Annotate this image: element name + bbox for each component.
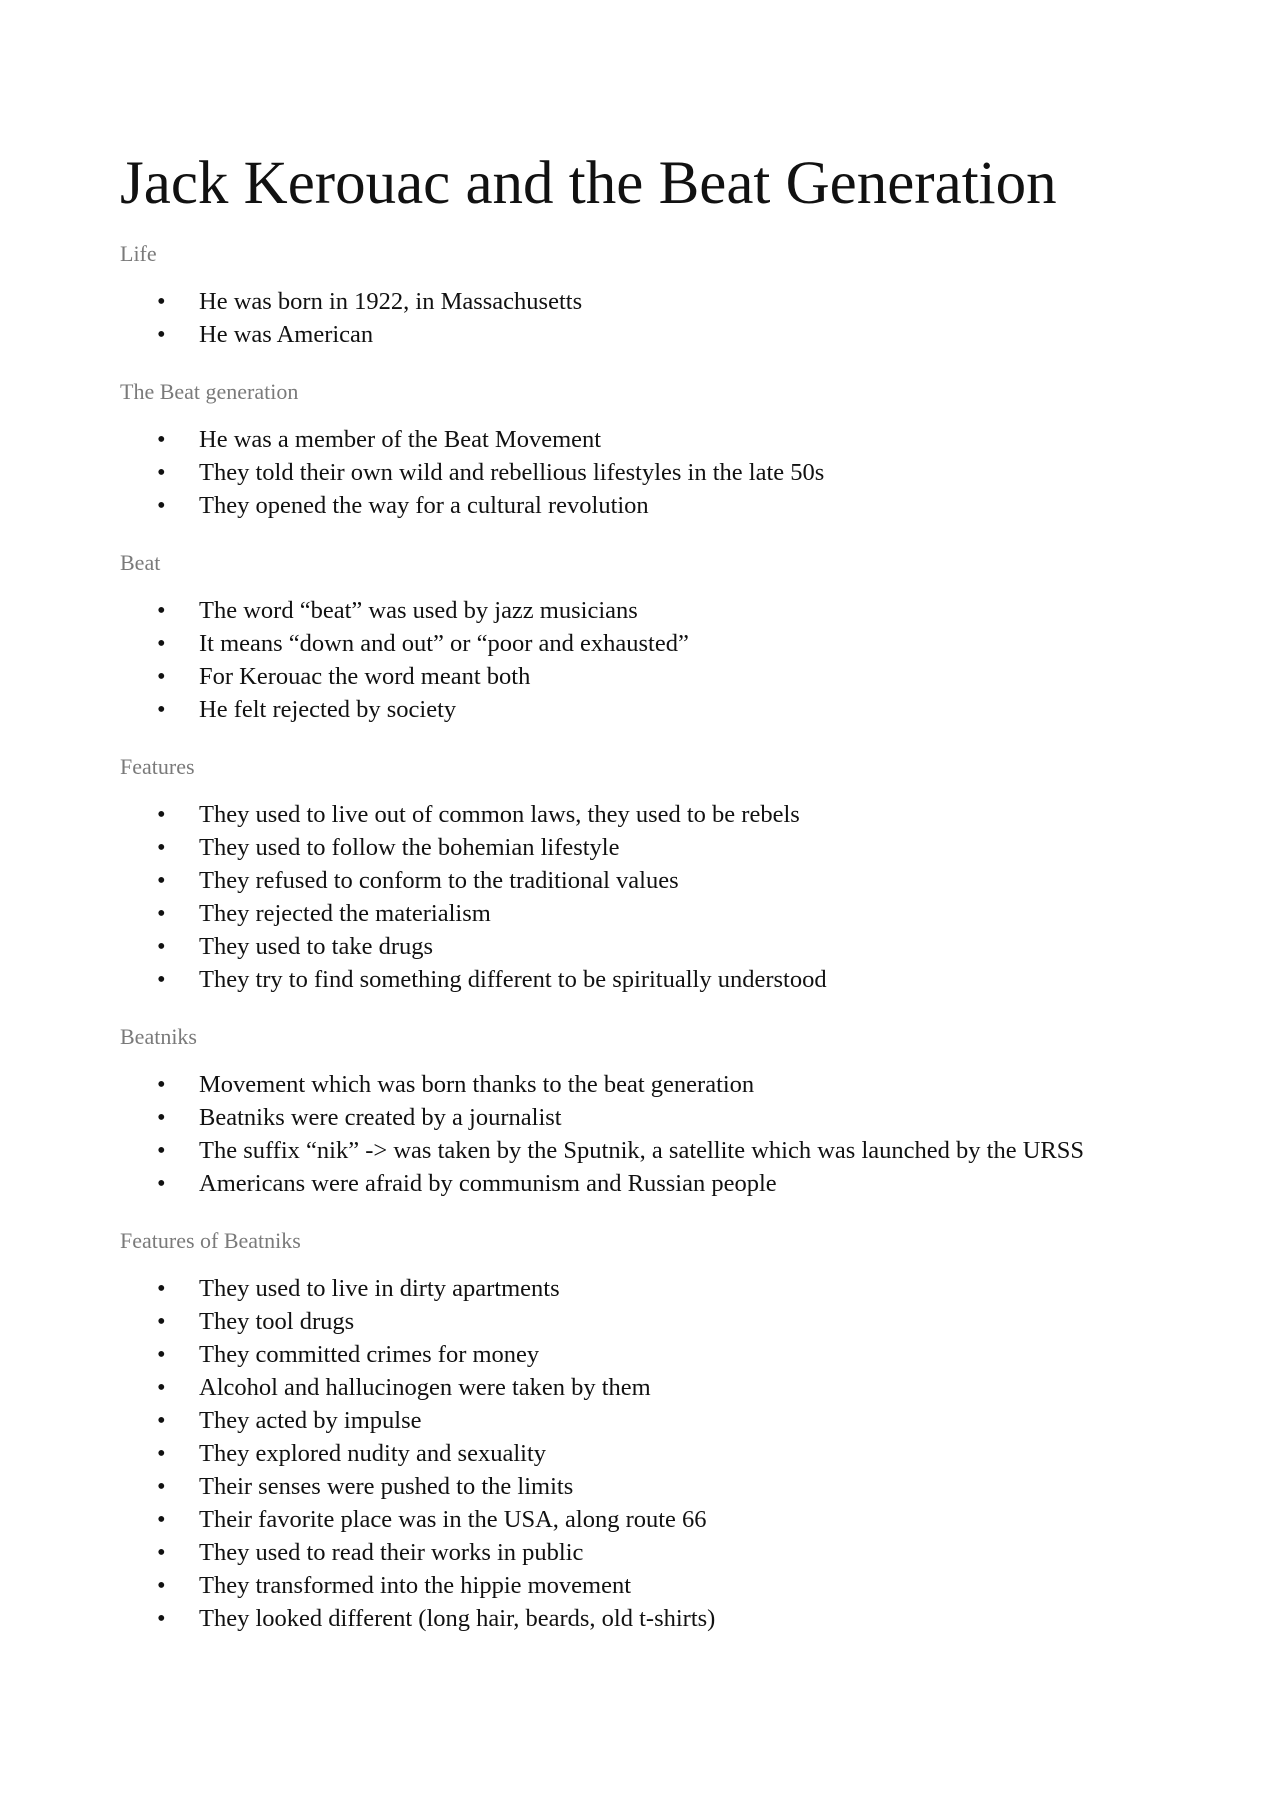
section-heading: The Beat generation xyxy=(120,379,299,404)
list-item xyxy=(120,897,1180,930)
bullet-icon: • xyxy=(157,288,166,315)
bullet-icon: • xyxy=(157,1440,166,1467)
list-item xyxy=(120,1602,1180,1635)
bullet-icon: • xyxy=(157,1137,166,1164)
bullet-icon: • xyxy=(157,801,166,828)
list-item xyxy=(120,489,1180,522)
bullet-icon: • xyxy=(157,933,166,960)
list-item xyxy=(120,1404,1180,1437)
document-body xyxy=(120,148,1180,1662)
bullet-list xyxy=(120,423,1180,522)
list-item xyxy=(120,1569,1180,1602)
bullet-icon: • xyxy=(157,1374,166,1401)
bullet-icon: • xyxy=(157,900,166,927)
list-item xyxy=(120,930,1180,963)
list-item-text: They committed crimes for money xyxy=(199,1341,540,1368)
bullet-icon: • xyxy=(157,1071,166,1098)
list-item xyxy=(120,1338,1180,1371)
section-heading: Beat xyxy=(120,550,161,575)
section-heading: Features xyxy=(120,754,195,779)
list-item-text: For Kerouac the word meant both xyxy=(199,663,531,690)
list-item-text: They refused to conform to the traditional values xyxy=(199,867,679,894)
bullet-icon: • xyxy=(157,1104,166,1131)
bullet-icon: • xyxy=(157,459,166,486)
list-item-text: Beatniks were created by a journalist xyxy=(199,1104,562,1131)
list-item-text: They acted by impulse xyxy=(199,1407,422,1434)
list-item xyxy=(120,285,1180,318)
section-heading: Life xyxy=(120,241,157,266)
list-item-text: He felt rejected by society xyxy=(199,696,457,723)
list-item-text: The word “beat” was used by jazz musicians xyxy=(199,597,638,624)
list-item-text: He was American xyxy=(199,321,374,348)
sections-container xyxy=(120,240,1180,1635)
list-item-text: They looked different (long hair, beards, old t-shirts) xyxy=(199,1605,716,1632)
bullet-list xyxy=(120,1272,1180,1635)
list-item xyxy=(120,831,1180,864)
list-item xyxy=(120,1272,1180,1305)
document-title: Jack Kerouac and the Beat Generation xyxy=(120,150,1057,217)
list-item-text: They transformed into the hippie movement xyxy=(199,1572,632,1599)
list-item-text: He was a member of the Beat Movement xyxy=(199,426,602,453)
bullet-icon: • xyxy=(157,597,166,624)
list-item-text: Alcohol and hallucinogen were taken by them xyxy=(199,1374,651,1401)
section xyxy=(120,378,1180,522)
list-item-text: They explored nudity and sexuality xyxy=(199,1440,546,1467)
list-item-text: Americans were afraid by communism and Russian people xyxy=(199,1170,777,1197)
section xyxy=(120,753,1180,996)
bullet-icon: • xyxy=(157,966,166,993)
list-item xyxy=(120,1503,1180,1536)
bullet-icon: • xyxy=(157,867,166,894)
bullet-list xyxy=(120,798,1180,996)
list-item-text: They used to read their works in public xyxy=(199,1539,584,1566)
list-item xyxy=(120,594,1180,627)
list-item-text: Their favorite place was in the USA, along route 66 xyxy=(199,1506,707,1533)
list-item xyxy=(120,1167,1180,1200)
list-item xyxy=(120,660,1180,693)
section-heading: Features of Beatniks xyxy=(120,1228,301,1253)
list-item xyxy=(120,864,1180,897)
bullet-icon: • xyxy=(157,1473,166,1500)
list-item xyxy=(120,1536,1180,1569)
bullet-icon: • xyxy=(157,1341,166,1368)
list-item xyxy=(120,456,1180,489)
bullet-list xyxy=(120,594,1180,726)
list-item-text: They used to live out of common laws, they used to be rebels xyxy=(199,801,800,828)
list-item-text: They try to find something different to be spiritually understood xyxy=(199,966,827,993)
bullet-icon: • xyxy=(157,321,166,348)
list-item-text: It means “down and out” or “poor and exhausted” xyxy=(199,630,689,657)
list-item-text: They rejected the materialism xyxy=(199,900,491,927)
list-item xyxy=(120,798,1180,831)
section xyxy=(120,549,1180,726)
section-heading: Beatniks xyxy=(120,1024,197,1049)
list-item xyxy=(120,1068,1180,1101)
bullet-icon: • xyxy=(157,834,166,861)
list-item-text: They used to take drugs xyxy=(199,933,434,960)
bullet-icon: • xyxy=(157,663,166,690)
bullet-icon: • xyxy=(157,630,166,657)
bullet-icon: • xyxy=(157,492,166,519)
list-item xyxy=(120,1371,1180,1404)
list-item xyxy=(120,318,1180,351)
list-item-text: They opened the way for a cultural revolution xyxy=(199,492,649,519)
list-item xyxy=(120,1134,1180,1167)
bullet-icon: • xyxy=(157,1539,166,1566)
list-item-text: Movement which was born thanks to the beat generation xyxy=(199,1071,755,1098)
bullet-list xyxy=(120,1068,1180,1200)
section xyxy=(120,1023,1180,1200)
list-item-text: The suffix “nik” -> was taken by the Sputnik, a satellite which was launched by the URSS xyxy=(199,1137,1084,1164)
bullet-icon: • xyxy=(157,1275,166,1302)
list-item xyxy=(120,423,1180,456)
section xyxy=(120,1227,1180,1635)
list-item xyxy=(120,693,1180,726)
list-item-text: Their senses were pushed to the limits xyxy=(199,1473,574,1500)
list-item-text: They used to live in dirty apartments xyxy=(199,1275,560,1302)
list-item-text: They used to follow the bohemian lifestyle xyxy=(199,834,620,861)
bullet-icon: • xyxy=(157,1170,166,1197)
list-item xyxy=(120,1437,1180,1470)
list-item xyxy=(120,1305,1180,1338)
bullet-icon: • xyxy=(157,426,166,453)
bullet-icon: • xyxy=(157,1407,166,1434)
list-item xyxy=(120,1101,1180,1134)
list-item xyxy=(120,1470,1180,1503)
bullet-list xyxy=(120,285,1180,351)
section xyxy=(120,240,1180,351)
bullet-icon: • xyxy=(157,1506,166,1533)
list-item-text: They told their own wild and rebellious lifestyles in the late 50s xyxy=(199,459,825,486)
list-item-text: They tool drugs xyxy=(199,1308,355,1335)
list-item-text: He was born in 1922, in Massachusetts xyxy=(199,288,583,315)
list-item xyxy=(120,963,1180,996)
bullet-icon: • xyxy=(157,1308,166,1335)
list-item xyxy=(120,627,1180,660)
bullet-icon: • xyxy=(157,1572,166,1599)
bullet-icon: • xyxy=(157,696,166,723)
bullet-icon: • xyxy=(157,1605,166,1632)
